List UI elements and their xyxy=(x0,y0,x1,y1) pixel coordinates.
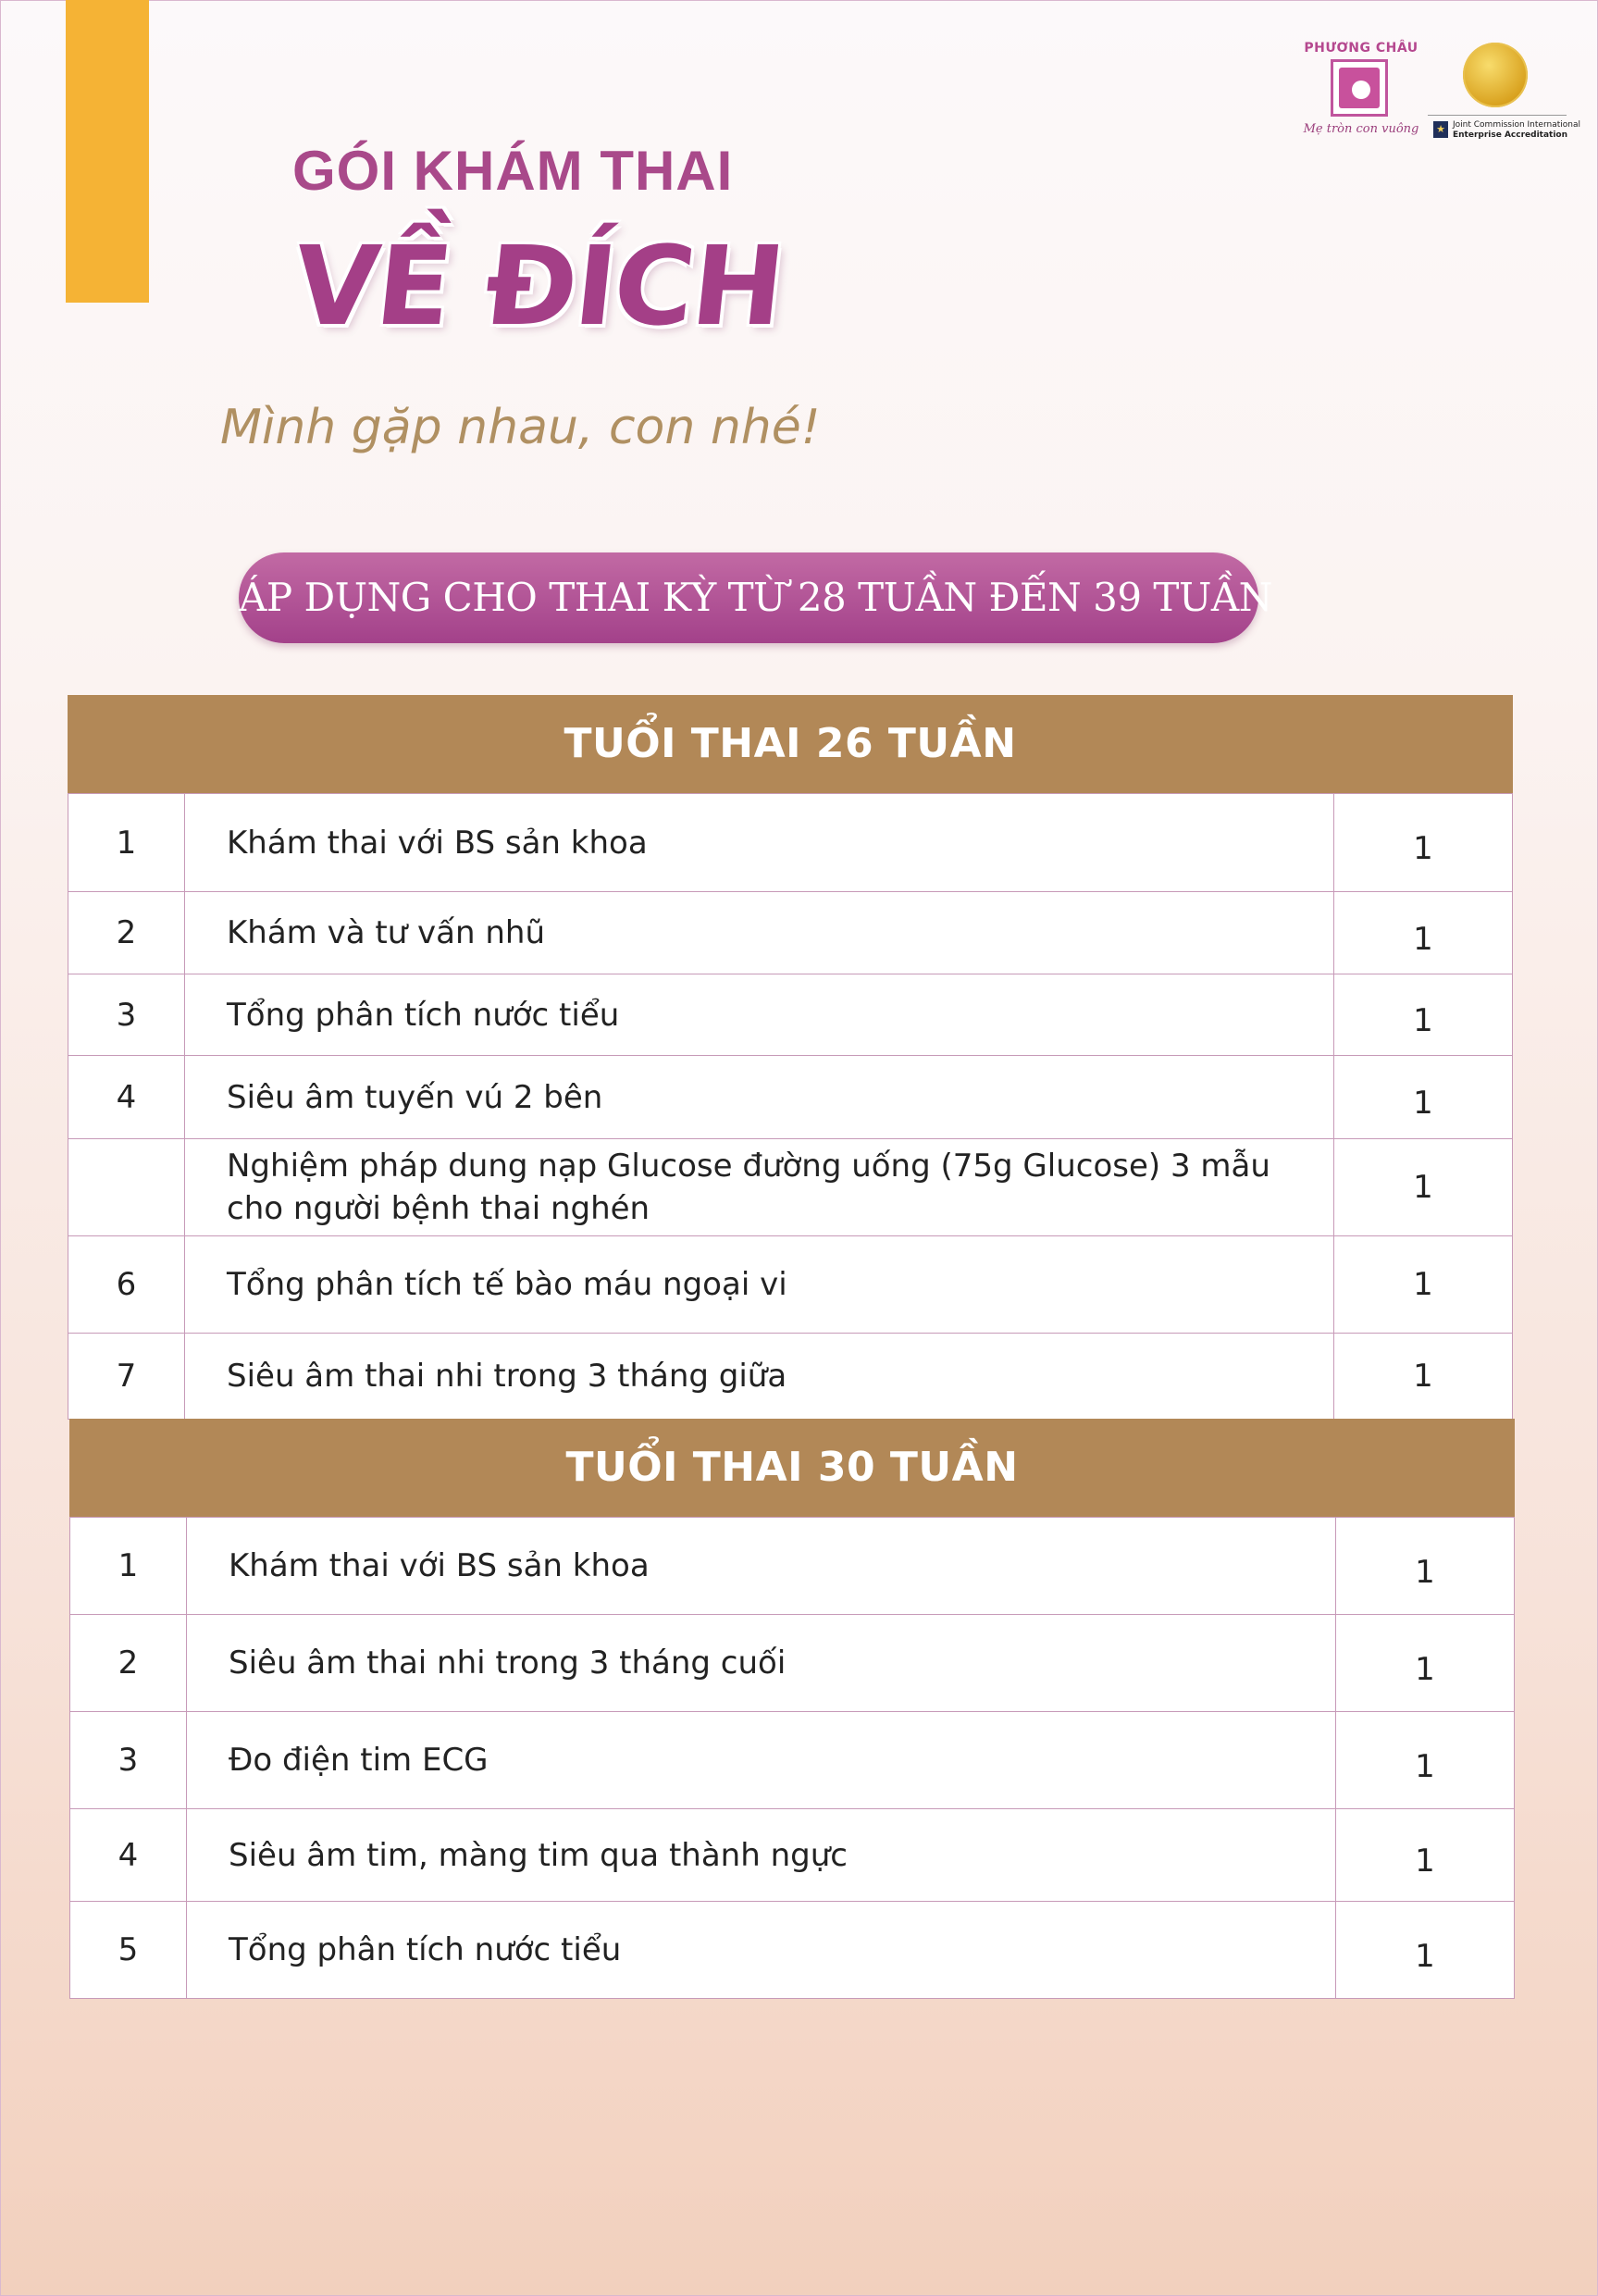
jci-seal-icon xyxy=(1463,43,1528,107)
row-description: Đo điện tim ECG xyxy=(187,1712,1336,1809)
row-number: 3 xyxy=(70,1712,187,1809)
row-quantity: 1 xyxy=(1334,1056,1513,1139)
row-description: Siêu âm tuyến vú 2 bên xyxy=(185,1056,1334,1139)
row-number: 3 xyxy=(68,974,185,1056)
table-row xyxy=(68,1056,1513,1139)
row-description: Siêu âm tim, màng tim qua thành ngực xyxy=(187,1809,1336,1902)
section-30-table xyxy=(69,1517,1515,1999)
row-description: Khám thai với BS sản khoa xyxy=(185,794,1334,892)
row-quantity: 1 xyxy=(1336,1809,1515,1902)
jci-text-line1: Joint Commission International xyxy=(1453,120,1580,130)
table-row xyxy=(70,1809,1515,1902)
row-quantity: 1 xyxy=(1336,1902,1515,1999)
section-30-weeks xyxy=(69,1419,1515,1999)
accent-bar xyxy=(66,0,149,303)
row-quantity: 1 xyxy=(1334,794,1513,892)
phuong-chau-logo xyxy=(1301,37,1421,148)
package-name: VỀ ĐÍCH xyxy=(287,222,789,350)
row-quantity: 1 xyxy=(1334,1236,1513,1334)
table-row xyxy=(68,1139,1513,1236)
section-26-table xyxy=(68,793,1513,1420)
row-number: 7 xyxy=(68,1334,185,1420)
star-icon: ★ xyxy=(1433,121,1448,138)
table-row xyxy=(68,974,1513,1056)
row-description: Nghiệm pháp dung nạp Glucose đường uống (75g Glucose) 3 mẫu cho người bệnh thai nghén xyxy=(185,1139,1334,1236)
section-26-title: TUỔI THAI 26 TUẦN xyxy=(68,695,1513,793)
table-row xyxy=(68,794,1513,892)
row-number: 4 xyxy=(68,1056,185,1139)
row-description: Khám thai với BS sản khoa xyxy=(187,1518,1336,1615)
row-number: 2 xyxy=(70,1615,187,1712)
row-quantity: 1 xyxy=(1336,1712,1515,1809)
table-row xyxy=(68,1236,1513,1334)
row-number: 1 xyxy=(68,794,185,892)
brand-name: PHƯƠNG CHÂU xyxy=(1304,41,1418,56)
row-number: 2 xyxy=(68,892,185,974)
row-number: 4 xyxy=(70,1809,187,1902)
applies-to-text: ÁP DỤNG CHO THAI KỲ TỪ 28 TUẦN ĐẾN 39 TUẦN xyxy=(239,575,1272,620)
package-title: GÓI KHÁM THAI xyxy=(292,140,734,202)
table-row xyxy=(70,1712,1515,1809)
table-row xyxy=(70,1615,1515,1712)
table-row xyxy=(68,892,1513,974)
row-number: 5 xyxy=(70,1902,187,1999)
row-description: Tổng phân tích nước tiểu xyxy=(185,974,1334,1056)
section-26-weeks xyxy=(68,695,1513,1420)
jci-text-line2: Enterprise Accreditation xyxy=(1453,130,1568,140)
table-row xyxy=(68,1334,1513,1420)
row-quantity: 1 xyxy=(1334,892,1513,974)
row-number: 1 xyxy=(70,1518,187,1615)
section-30-title: TUỔI THAI 30 TUẦN xyxy=(69,1419,1515,1517)
table-row xyxy=(70,1518,1515,1615)
applies-to-badge xyxy=(239,552,1272,643)
jci-divider xyxy=(1428,115,1567,116)
table-row xyxy=(70,1902,1515,1999)
brand-mark-icon xyxy=(1331,59,1388,117)
brand-slogan: Mẹ tròn con vuông xyxy=(1303,122,1419,136)
row-description: Tổng phân tích tế bào máu ngoại vi xyxy=(185,1236,1334,1334)
jci-logo xyxy=(1428,37,1580,148)
row-description: Tổng phân tích nước tiểu xyxy=(187,1902,1336,1999)
row-quantity: 1 xyxy=(1334,1139,1513,1236)
row-description: Siêu âm thai nhi trong 3 tháng cuối xyxy=(187,1615,1336,1712)
row-number: 6 xyxy=(68,1236,185,1334)
row-quantity: 1 xyxy=(1334,974,1513,1056)
row-quantity: 1 xyxy=(1334,1334,1513,1420)
row-description: Siêu âm thai nhi trong 3 tháng giữa xyxy=(185,1334,1334,1420)
row-quantity: 1 xyxy=(1336,1518,1515,1615)
row-description: Khám và tư vấn nhũ xyxy=(185,892,1334,974)
row-number xyxy=(68,1139,185,1236)
row-quantity: 1 xyxy=(1336,1615,1515,1712)
package-subtitle: Mình gặp nhau, con nhé! xyxy=(220,400,821,455)
